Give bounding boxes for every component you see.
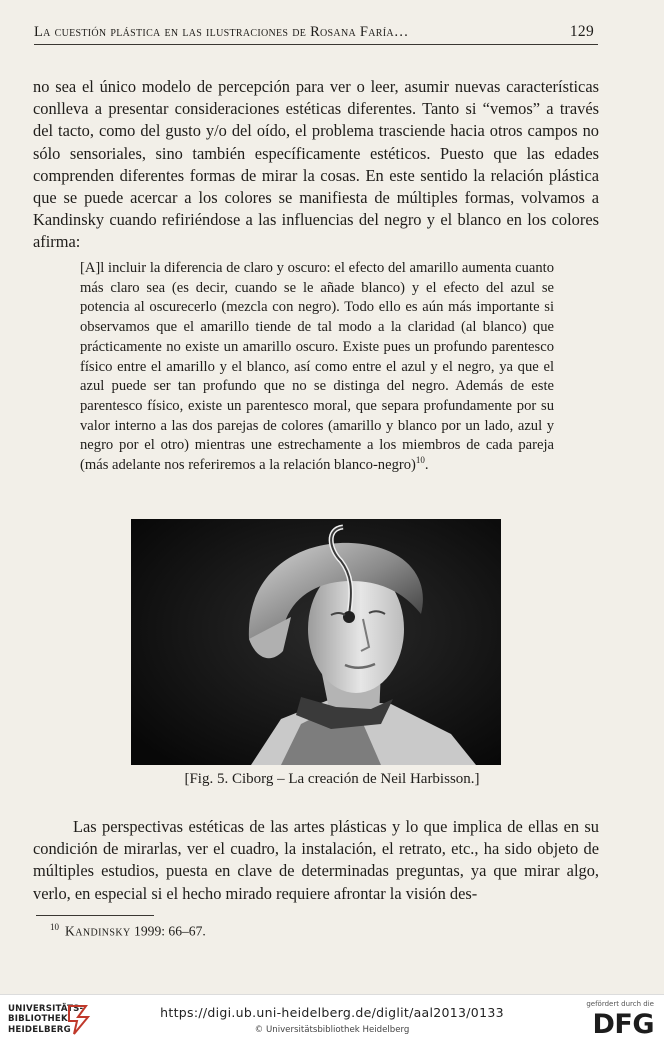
portrait-photo: [131, 519, 501, 765]
footnote-citation: 1999: 66–67.: [134, 923, 206, 939]
digitization-footer: [0, 994, 664, 1045]
body-paragraph-1: no sea el único modelo de percepción para ver o leer, asumir nuevas características conlleva a presentar consideraciones estéticas diferentes. Tanto si “vemos” a través del tacto, como del gusto y/o del oído, el problema trasciende hacia otros campos no sólo sensoriales, sino también específicamente estéticos. Puesto que las edades comprenden diferentes formas de mirar la cosas. En este sentido la relación plástica que se puede acercar a los colores se manifiesta de múltiples formas, volvamos a Kandinsky cuando refiriéndose a las influencias del negro y el blanco en los colores afirma:: [33, 77, 599, 252]
library-name-line-1: UNIVERSITÄTS-: [8, 1004, 84, 1014]
copyright-notice: © Universitätsbibliothek Heidelberg: [254, 1025, 410, 1035]
funding-note: gefördert durch die: [586, 1000, 654, 1008]
source-url-link[interactable]: https://digi.ub.uni-heidelberg.de/diglit/aal2013/0133: [160, 1005, 504, 1020]
figure-photo: [131, 519, 501, 765]
footnote-ref: 10: [415, 455, 425, 466]
footnote-author: Kandinsky: [65, 923, 131, 939]
dfg-logo: DFG: [592, 1009, 654, 1040]
body-paragraph-2: Las perspectivas estéticas de las artes plásticas y lo que implica de ellas en su condición de mirarlas, ver el cuadro, la instalación, el retrato, etc., ha sido objeto de múltiples estudios, puesta en clave de determinadas preguntas, ya que mirar algo, verlo, en especial si el hecho mirado requiere afrontar la visión des-: [33, 817, 599, 903]
running-title: La cuestión plástica en las ilustraciones de Rosana Faría…: [34, 24, 409, 40]
library-name-line-3: HEIDELBERG: [8, 1024, 71, 1035]
footnote: [50, 922, 206, 940]
page-number: 129: [569, 23, 594, 40]
footnote-number: 10: [50, 922, 59, 932]
footnote-rule: [36, 915, 154, 916]
block-quote-text: [A]l incluir la diferencia de claro y oscuro: el efecto del amarillo aumenta cuanto más claro sea (es decir, cuando se le añade blanco) y el efecto del azul se potencia al oscurecerlo (mezcla con negro). Todo ello es aún más importante si observamos que el amarillo tiende de tal modo a la claridad (al blanco) que prácticamente no existe un amarillo oscuro. Existe pues un profundo parentesco físico entre el amarillo y el blanco, así como entre el azul y el negro, ya que el azul puede ser tan profundo que no se distinga del negro. Además de este parentesco físico, existe un parentesco moral, que separa profundamente por su valor interno a las dos parejas de colores (amarillo y blanco por un lado, azul y negro por el otro) mientras une estrechamente a los miembros de cada pareja (más adelante nos referiremos a la relación blanco-negro): [80, 260, 554, 474]
figure-caption: [Fig. 5. Ciborg – La creación de Neil Harbisson.]: [184, 771, 480, 787]
running-header: [34, 22, 598, 45]
block-quote: [A]l incluir la diferencia de claro y oscuro: el efecto del amarillo aumenta cuanto más claro sea (es decir, cuando se le añade blanco) y el efecto del azul se potencia al oscurecerlo (mezcla con negro). Todo ello es aún más importante si observamos que el amarillo tiende de tal modo a la claridad (al blanco) que prácticamente no existe un amarillo oscuro. Existe pues un profundo parentesco físico entre el amarillo y el blanco, así como entre el azul y el negro, ya que el azul puede ser tan profundo que no se distinga del negro. Además de este parentesco físico, existe un parentesco moral, que separa profundamente por su valor interno a las dos parejas de colores (amarillo y blanco por un lado, azul y negro por el otro) mientras une estrechamente a los miembros de cada pareja (más adelante nos referiremos a la relación blanco-negro)$^{10}$.: [80, 260, 554, 474]
library-name-line-2: BIBLIOTHEK: [8, 1014, 68, 1025]
